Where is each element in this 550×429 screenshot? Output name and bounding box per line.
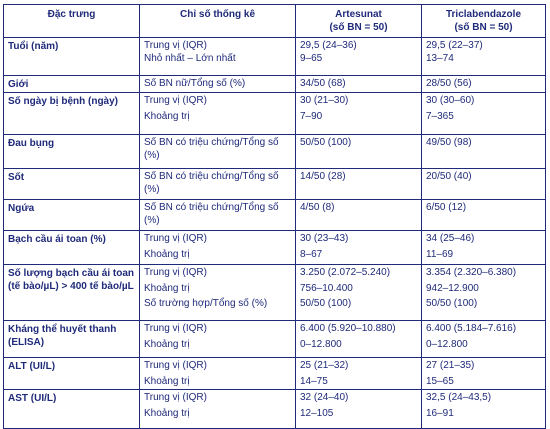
triclabendazole-cell [422,231,546,265]
artesunat-cell [296,390,422,429]
stat-cell [140,231,296,265]
triclabendazole-cell [422,358,546,390]
stat-line: Trung vị (IQR) [144,392,207,403]
triclabendazole-value: 28/50 (56) [426,78,472,89]
artesunat-cell [296,135,422,169]
feature-cell: Số lượng bạch cầu ái toan (tế bào/µL) > 400 tế bào/µL [4,265,140,321]
artesunat-value: 30 (21–30) [300,95,349,106]
feature-cell: Đau bụng [4,135,140,169]
header-triclabendazole [422,5,546,38]
table-row [4,231,546,265]
header-artesunat [296,5,422,38]
artesunat-value: 8–67 [300,248,323,260]
stat-cell [140,76,296,93]
artesunat-value: 34/50 (68) [300,78,346,89]
artesunat-value: 14/50 (28) [300,171,346,182]
stat-line: Khoảng trị [144,407,190,419]
artesunat-value: 32 (24–40) [300,392,349,403]
stat-line: Số BN có triệu chứng/Tổng số (%) [144,171,279,195]
triclabendazole-cell [422,321,546,358]
artesunat-cell [296,200,422,231]
artesunat-value: 14–75 [300,375,328,387]
triclabendazole-value: 13–74 [426,52,454,64]
stat-line: Khoảng trị [144,282,190,294]
triclabendazole-value: 29,5 (22–37) [426,40,483,51]
artesunat-cell [296,169,422,200]
stat-line: Số BN nữ/Tổng số (%) [144,78,246,89]
triclabendazole-value: 0–12.800 [426,338,468,350]
table-row [4,93,546,135]
feature-cell: ALT (UI/L) [4,358,140,390]
artesunat-value: 7–90 [300,110,323,122]
artesunat-value: 6.400 (5.920–10.880) [300,323,396,334]
triclabendazole-cell [422,38,546,76]
header-feature: Đặc trưng [4,5,140,38]
table-row [4,169,546,200]
header-triclabendazole-n: (số BN = 50) [454,21,513,33]
triclabendazole-cell [422,93,546,135]
artesunat-value: 29,5 (24–36) [300,40,357,51]
triclabendazole-value: 32,5 (24–43,5) [426,392,492,403]
feature-cell: AST (UI/L) [4,390,140,429]
stat-line: Số trường hợp/Tổng số (%) [144,298,268,309]
triclabendazole-cell [422,76,546,93]
stat-cell [140,265,296,321]
table-row [4,38,546,76]
triclabendazole-cell [422,135,546,169]
table-row [4,200,546,231]
stat-cell [140,358,296,390]
stat-line: Trung vị (IQR) [144,40,207,51]
artesunat-cell [296,38,422,76]
artesunat-value: 50/50 (100) [300,298,352,309]
table-row [4,321,546,358]
stat-cell [140,38,296,76]
stat-cell [140,93,296,135]
table-row [4,135,546,169]
feature-cell: Bạch cầu ái toan (%) [4,231,140,265]
triclabendazole-cell [422,169,546,200]
artesunat-cell [296,321,422,358]
stat-line: Trung vị (IQR) [144,267,207,278]
stat-line: Số BN có triệu chứng/Tổng số (%) [144,137,279,161]
feature-cell: Kháng thể huyết thanh (ELISA) [4,321,140,358]
artesunat-cell [296,231,422,265]
artesunat-value: 30 (23–43) [300,233,349,244]
header-row [4,5,546,38]
triclabendazole-value: 16–91 [426,407,454,419]
artesunat-cell [296,93,422,135]
header-stat: Chỉ số thống kê [140,5,296,38]
triclabendazole-value: 27 (21–35) [426,360,475,371]
stat-cell [140,169,296,200]
artesunat-value: 9–65 [300,52,323,64]
feature-cell: Sốt [4,169,140,200]
triclabendazole-cell [422,200,546,231]
triclabendazole-value: 49/50 (98) [426,137,472,148]
artesunat-value: 50/50 (100) [300,137,352,148]
table-row [4,390,546,429]
artesunat-value: 3.250 (2.072–5.240) [300,267,391,278]
artesunat-cell [296,76,422,93]
feature-cell: Tuổi (năm) [4,38,140,76]
artesunat-value: 12–105 [300,407,334,419]
triclabendazole-value: 6.400 (5.184–7.616) [426,323,517,334]
triclabendazole-value: 50/50 (100) [426,298,478,309]
stat-cell [140,135,296,169]
triclabendazole-value: 34 (25–46) [426,233,475,244]
triclabendazole-value: 20/50 (40) [426,171,472,182]
artesunat-cell [296,265,422,321]
artesunat-value: 756–10.400 [300,282,353,294]
triclabendazole-value: 7–365 [426,110,454,122]
artesunat-cell [296,358,422,390]
feature-cell: Giới [4,76,140,93]
stat-line: Trung vị (IQR) [144,95,207,106]
stat-line: Khoảng trị [144,338,190,350]
stat-line: Khoảng trị [144,375,190,387]
stat-line: Khoảng trị [144,110,190,122]
stat-line: Khoảng trị [144,248,190,260]
stat-line: Trung vị (IQR) [144,360,207,371]
stat-line: Trung vị (IQR) [144,233,207,244]
stat-line: Nhỏ nhất – Lớn nhất [144,52,236,64]
triclabendazole-value: 30 (30–60) [426,95,475,106]
triclabendazole-value: 6/50 (12) [426,202,467,213]
table-row [4,76,546,93]
stat-line: Số BN có triệu chứng/Tổng số (%) [144,202,279,226]
header-artesunat-n: (số BN = 50) [329,21,388,33]
triclabendazole-value: 3.354 (2.320–6.380) [426,267,517,278]
triclabendazole-value: 942–12.900 [426,282,479,294]
triclabendazole-value: 15–65 [426,375,454,387]
feature-cell: Số ngày bị bệnh (ngày) [4,93,140,135]
header-artesunat-name: Artesunat [335,9,382,20]
table-row [4,265,546,321]
artesunat-value: 25 (21–32) [300,360,349,371]
triclabendazole-cell [422,390,546,429]
stat-cell [140,200,296,231]
triclabendazole-cell [422,265,546,321]
stat-cell [140,321,296,358]
triclabendazole-value: 11–69 [426,248,454,260]
artesunat-value: 4/50 (8) [300,202,335,213]
feature-cell: Ngứa [4,200,140,231]
header-triclabendazole-name: Triclabendazole [445,9,522,20]
clinical-characteristics-table [3,4,546,429]
table-row [4,358,546,390]
stat-cell [140,390,296,429]
stat-line: Trung vị (IQR) [144,323,207,334]
artesunat-value: 0–12.800 [300,338,342,350]
